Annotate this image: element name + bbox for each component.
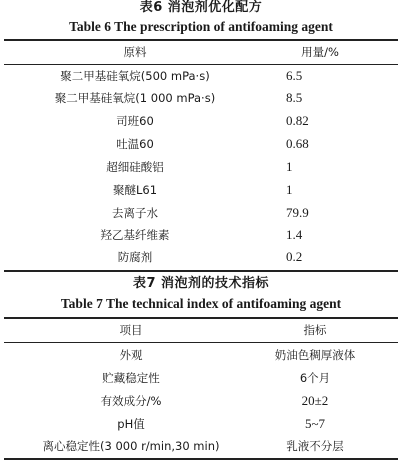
table-row	[0, 414, 402, 434]
table7-header-item: 项目	[119, 323, 143, 337]
table7-bottom-rule	[4, 458, 398, 460]
table-row	[0, 180, 402, 200]
table7-cell-value: 6个月	[299, 371, 331, 385]
table6-cell-name: 聚二甲基硅氧烷(1 000 mPa·s)	[54, 91, 216, 105]
table6-cell-value: 0.82	[286, 113, 309, 128]
table7-cell-name: 离心稳定性(3 000 r/min,30 min)	[42, 439, 220, 453]
table7-header-row	[0, 320, 402, 340]
table7-cell-name: 外观	[119, 348, 143, 362]
table7-cell-name: pH值	[117, 417, 145, 431]
table6-cell-value: 8.5	[286, 90, 303, 105]
table6-bottom-rule	[4, 270, 398, 272]
table7-cell-value: 20±2	[301, 393, 329, 408]
table-row	[0, 391, 402, 411]
table6-header-row	[0, 42, 402, 62]
table6-cell-value: 0.68	[286, 136, 309, 151]
table-row	[0, 134, 402, 154]
table-row	[0, 345, 402, 365]
table7-caption-cn: 表7 消泡剂的技术指标	[132, 276, 270, 291]
table6-header-material: 原料	[123, 45, 147, 59]
table-row	[0, 157, 402, 177]
table-row	[0, 247, 402, 267]
table6-cell-name: 羟乙基纤维素	[100, 228, 170, 242]
table7-cell-value: 乳液不分层	[286, 439, 344, 453]
table7-cell-name: 贮藏稳定性	[102, 371, 160, 385]
table6-caption-cn: 表6 消泡剂优化配方	[139, 0, 263, 15]
table6-cell-value: 1	[286, 159, 293, 174]
table7-cell-value: 5~7	[304, 416, 326, 431]
table6-cell-value: 0.2	[286, 249, 303, 264]
table-row	[0, 436, 402, 456]
table7-cell-value: 奶油色稠厚液体	[274, 348, 356, 362]
table6-cell-name: 去离子水	[112, 206, 158, 220]
table-row	[0, 88, 402, 108]
table7-top-rule	[4, 317, 398, 319]
table6-cell-name: 聚醚L61	[112, 183, 158, 197]
table-row	[0, 225, 402, 245]
table6-header-rule	[4, 64, 398, 65]
table6-cell-name: 吐温60	[116, 137, 154, 151]
table6-cell-value: 1	[286, 182, 293, 197]
table6-cell-name: 聚二甲基硅氧烷(500 mPa·s)	[60, 69, 210, 83]
table6-cell-value: 79.9	[286, 205, 309, 220]
table6-cell-name: 超细硅酸铝	[106, 160, 164, 174]
table6-cell-value: 6.5	[286, 68, 303, 83]
table7-cell-name: 有效成分/%	[100, 394, 162, 408]
table-row	[0, 66, 402, 86]
table-row	[0, 368, 402, 388]
table-row	[0, 111, 402, 131]
table6-cell-value: 1.4	[286, 227, 303, 242]
table-row	[0, 203, 402, 223]
table6-header-amount: 用量/%	[301, 45, 339, 59]
table6-cell-name: 防腐剂	[117, 250, 153, 264]
table7-header-rule	[4, 342, 398, 343]
table6-caption-en: Table 6 The prescription of antifoaming agent	[69, 19, 333, 34]
table6-top-rule	[4, 39, 398, 41]
table6-cell-name: 司班60	[116, 114, 154, 128]
table7-caption-en: Table 7 The technical index of antifoaming agent	[60, 296, 342, 311]
table7-header-index: 指标	[303, 323, 327, 337]
